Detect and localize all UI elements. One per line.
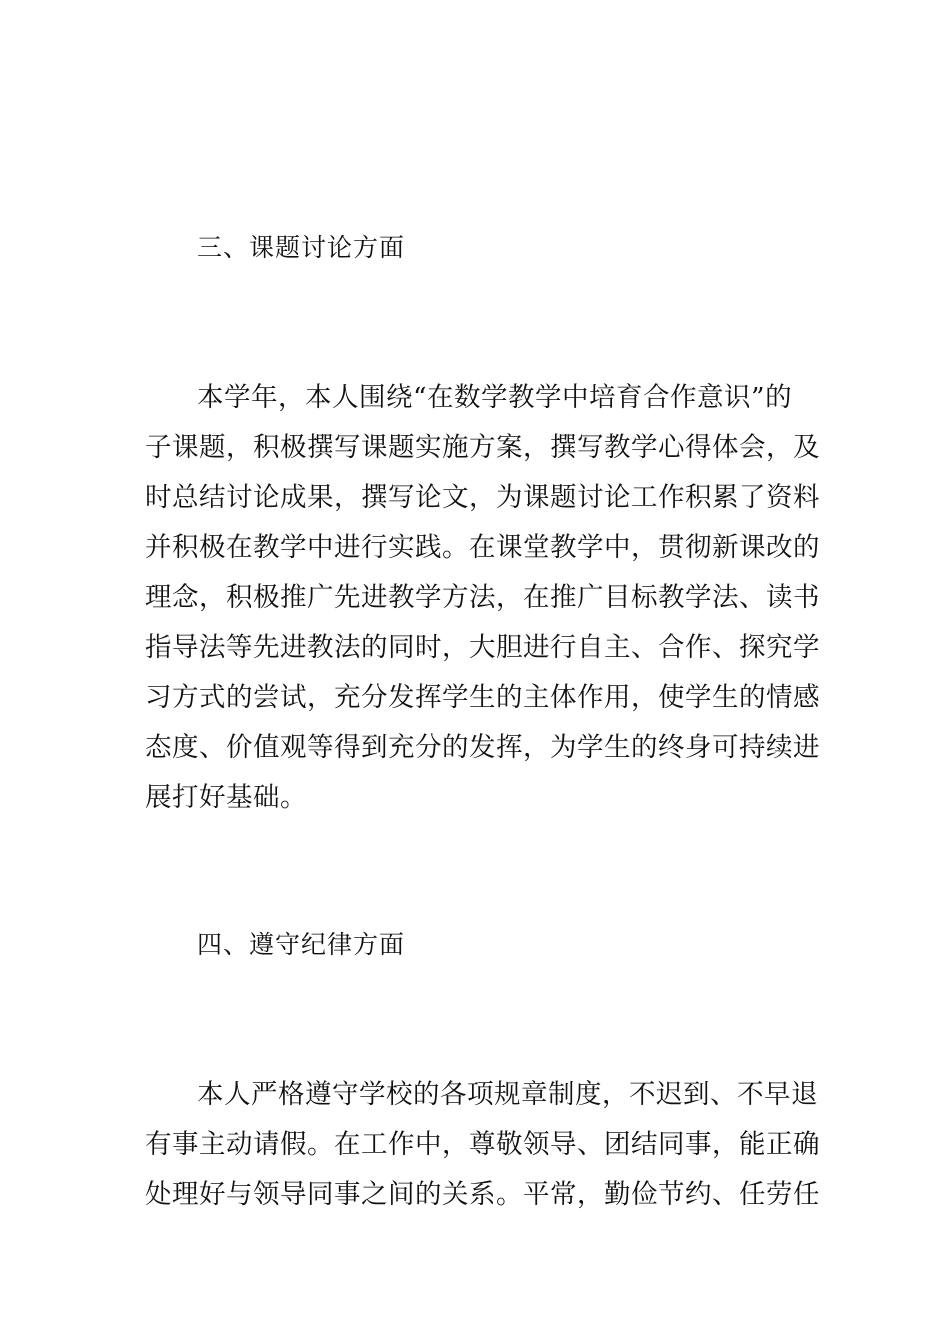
paragraph-line: 本人严格遵守学校的各项规章制度，不迟到、不早退 (197, 1079, 818, 1110)
section-3-paragraph (145, 373, 820, 823)
paragraph-line: 展打好基础。 (145, 782, 307, 813)
paragraph-line: 有事主动请假。在工作中，尊敬领导、团结同事，能正确 (145, 1129, 820, 1160)
paragraph-line: 时总结讨论成果，撰写论文，为课题讨论工作积累了资料 (145, 482, 820, 513)
paragraph-line: 理念，积极推广先进教学方法，在推广目标教学法、读书 (145, 582, 820, 613)
section-3-heading: 三、课题讨论方面 (197, 233, 406, 262)
paragraph-line: 态度、价值观等得到充分的发挥，为学生的终身可持续进 (145, 732, 820, 763)
paragraph-line: 习方式的尝试，充分发挥学生的主体作用，使学生的情感 (145, 682, 820, 713)
paragraph-line: 并积极在教学中进行实践。在课堂教学中，贯彻新课改的 (145, 532, 820, 563)
paragraph-line: 处理好与领导同事之间的关系。平常，勤俭节约、任劳任 (145, 1179, 820, 1210)
paragraph-line: 本学年，本人围绕“在数学教学中培育合作意识”的 (197, 382, 793, 413)
paragraph-line: 子课题，积极撰写课题实施方案，撰写教学心得体会，及 (145, 432, 820, 463)
section-4-paragraph (145, 1070, 820, 1220)
section-4-heading: 四、遵守纪律方面 (197, 930, 406, 959)
paragraph-line: 指导法等先进教法的同时，大胆进行自主、合作、探究学 (145, 632, 820, 663)
